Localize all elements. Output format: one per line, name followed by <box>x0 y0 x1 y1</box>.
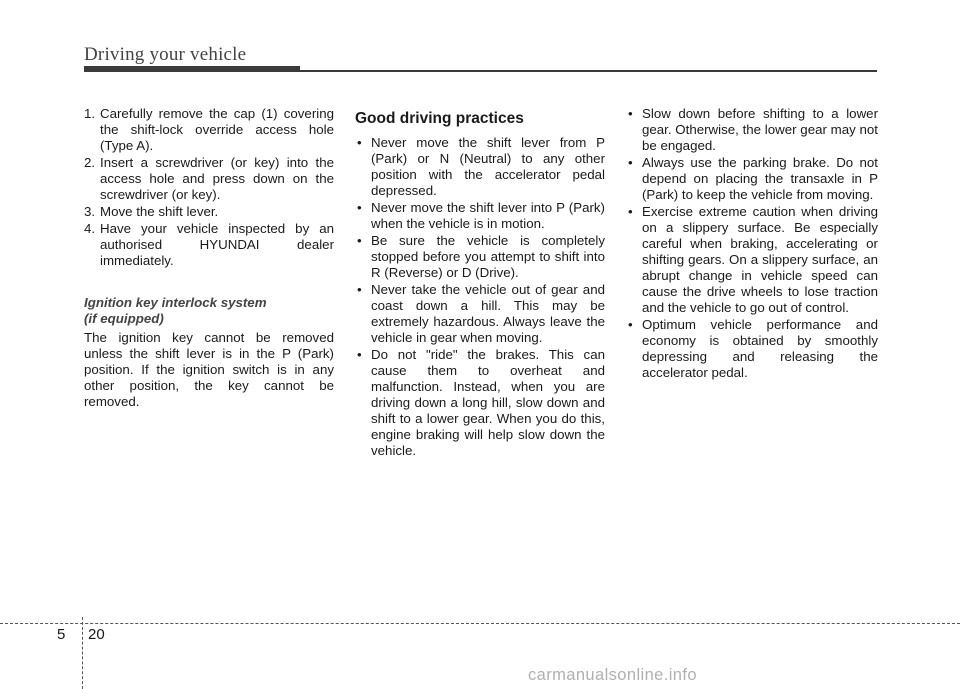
list-item <box>626 155 878 203</box>
footer-vertical-divider <box>82 617 83 689</box>
watermark: carmanualsonline.info <box>528 666 697 684</box>
list-item <box>355 282 605 346</box>
list-item-text: Do not "ride" the brakes. This can cause them to overheat and malfunction. Instead, when you are driving down a long hill, slow down and shift to a lower gear. When you do this, engine braking will help slow down the vehicle. <box>371 347 605 458</box>
header-rule-thin <box>300 70 877 72</box>
list-item-text: Be sure the vehicle is completely stopped before you attempt to shift into R (Reverse) or D (Drive). <box>371 233 605 280</box>
step-item <box>84 221 334 269</box>
step-item <box>84 155 334 203</box>
ignition-interlock-paragraph: The ignition key cannot be removed unless the shift lever is in the P (Park) position. If the ignition switch is in any other position, the key cannot be removed. <box>84 330 334 409</box>
ignition-interlock-subheading <box>84 295 334 327</box>
bullet-icon: • <box>628 204 633 219</box>
list-item-text: Optimum vehicle performance and economy is obtained by smoothly depressing and releasing the accelerator pedal. <box>642 317 878 380</box>
shift-lock-steps <box>84 106 334 269</box>
list-item <box>355 135 605 199</box>
step-number: 1. <box>84 106 96 121</box>
bullet-icon: • <box>628 155 633 170</box>
list-item <box>626 106 878 154</box>
bullet-icon: • <box>628 106 633 121</box>
header-rule-thick <box>84 66 300 72</box>
column-middle <box>355 111 605 460</box>
list-item <box>626 204 878 316</box>
chapter-number: 5 <box>57 626 66 643</box>
step-text: Have your vehicle inspected by an authorised HYUNDAI dealer immediately. <box>100 221 334 268</box>
step-text: Insert a screwdriver (or key) into the access hole and press down on the screwdriver (or key). <box>100 155 334 202</box>
list-item <box>355 200 605 232</box>
list-item <box>355 347 605 459</box>
step-number: 3. <box>84 204 96 219</box>
list-item-text: Never move the shift lever into P (Park) when the vehicle is in motion. <box>371 200 605 231</box>
bullet-icon: • <box>357 135 362 150</box>
page-number: 20 <box>88 626 105 643</box>
step-item <box>84 106 334 154</box>
bullet-icon: • <box>357 233 362 248</box>
column-left <box>84 106 334 410</box>
bullet-icon: • <box>357 347 362 362</box>
list-item-text: Exercise extreme caution when driving on a slippery surface. Be especially careful when braking, accelerating or shifting gears. On a slippery surface, an abrupt change in vehicle speed can cause the drive wheels to lose traction and the vehicle to go out of control. <box>642 204 878 315</box>
bullet-icon: • <box>357 282 362 297</box>
footer-divider <box>0 623 960 624</box>
step-item <box>84 204 334 220</box>
good-driving-heading: Good driving practices <box>355 110 524 127</box>
subheading-line-2: (if equipped) <box>84 311 164 326</box>
driving-tips-list <box>626 106 878 381</box>
step-number: 4. <box>84 221 96 236</box>
list-item-text: Never take the vehicle out of gear and coast down a hill. This may be extremely hazardous. Always leave the vehicle in gear when moving. <box>371 282 605 345</box>
section-title: Driving your vehicle <box>84 44 247 65</box>
bullet-icon: • <box>628 317 633 332</box>
list-item-text: Always use the parking brake. Do not depend on placing the transaxle in P (Park) to keep the vehicle from moving. <box>642 155 878 202</box>
bullet-icon: • <box>357 200 362 215</box>
step-text: Carefully remove the cap (1) covering the shift-lock override access hole (Type A). <box>100 106 334 153</box>
list-item-text: Slow down before shifting to a lower gear. Otherwise, the lower gear may not be engaged. <box>642 106 878 153</box>
step-text: Move the shift lever. <box>100 204 219 219</box>
good-driving-list <box>355 135 605 459</box>
list-item <box>355 233 605 281</box>
list-item-text: Never move the shift lever from P (Park) or N (Neutral) to any other position with the accelerator pedal depressed. <box>371 135 605 198</box>
subheading-line-1: Ignition key interlock system <box>84 295 267 310</box>
step-number: 2. <box>84 155 96 170</box>
list-item <box>626 317 878 381</box>
column-right <box>626 106 878 382</box>
